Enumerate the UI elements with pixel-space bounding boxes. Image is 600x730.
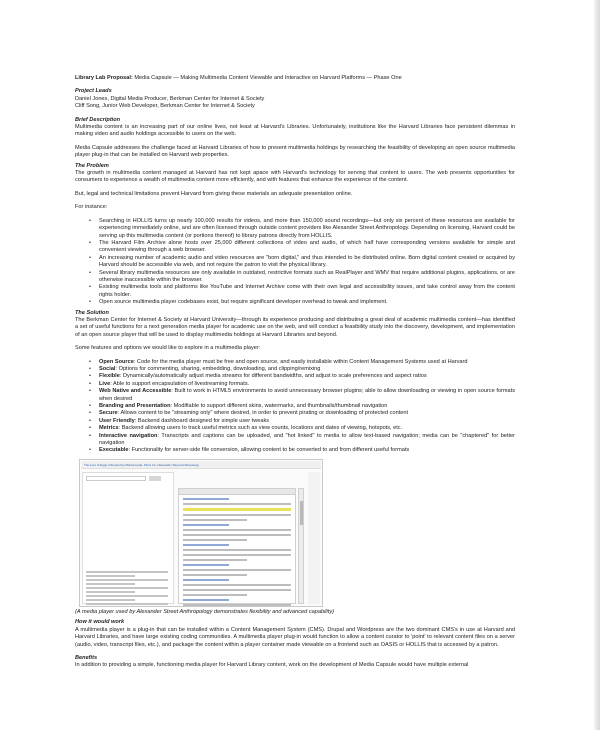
feature-name: Open Source [99, 358, 134, 365]
screenshot-scrollbar [298, 488, 304, 604]
feature-text: : Dynamically/automatically adjust media streams for different bandwidths, and adjust to scale preferences and aspect ratios [119, 373, 427, 380]
problem-bullet-list [89, 218, 515, 307]
list-item: • Several library multimedia resources are only available in outdated, restrictive formats such as RealPlayer and WMV that require additional plugins, applications, or are otherwise inaccessible within the browser. [89, 270, 515, 285]
list-item [89, 388, 515, 403]
section-title-project-leads: Project Leads [75, 88, 112, 95]
title-text: Media Capsule — Making Multimedia Content Viewable and Interactive on Harvard Platforms — Phase One [134, 75, 402, 81]
list-item [89, 410, 515, 417]
how-paragraph: A multimedia player is a plug-in that can be installed within a Content Management System (CMS). Drupal and Wordpress are the two dominant CMS's in use at Harvard and Harvard Libraries, and have large existing coding communities. A multimedia player plug-in would function to allow a content curator to 'point' to relevant content files on a server (audio, video, transcript files, etc.), and package the content within a player container made viewable on a frontend such as OASIS or HOLLIS that is accessed by a patron. [75, 626, 515, 648]
list-item [89, 403, 515, 410]
section-title-brief: Brief Description [75, 116, 121, 123]
problem-paragraph: The growth in multimedia content managed at Harvard has not kept apace with Harvard's technology for serving that content to users. The web presents opportunities for consumers to experience a wealth of multimedia content more efficiently, and with features that enhance the experience of the content. [75, 170, 515, 184]
feature-text: : Transcripts and captions can be uploaded, and "hot linked" to media to allow text-based navigation; media can be "chaptered" for better navigation [99, 432, 515, 447]
screenshot-address-bar: The Lure of Eggs | Directed by Marcia Hyde, Films Inc | Alexander Street Anthropology [81, 461, 321, 469]
brief-paragraph: Multimedia content is an increasing part of our online lives, not least at Harvard's Libraries. Unfortunately, institutions like the Harvard Libraries face persistent dilemmas in making video and audio holdings accessible to users on the web. [75, 124, 515, 138]
list-item: • Existing multimedia tools and platforms like YouTube and Internet Archive come with their own legal and accessibility issues, and take control away from the content rights holder. [89, 284, 515, 299]
page-edge-shadow [594, 0, 600, 730]
feature-name: Social [99, 366, 116, 372]
list-item [89, 381, 515, 388]
document-title [75, 75, 515, 82]
list-item: • The Harvard Film Archive alone hosts over 25,000 different collections of video and audio, of which half have corresponding versions available for simple and convenient viewing through a web browser. [89, 240, 515, 255]
feature-name: Metrics [99, 425, 119, 432]
brief-paragraph: Media Capsule addresses the challenge faced at Harvard Libraries of how to present multimedia holdings by researching the feasibility of developing an open source multimedia player plug-in that can be installed on Harvard web properties. [75, 144, 515, 159]
figure-caption: (A media player used by Alexander Street Anthropology demonstrates flexibility and advanced capability) [75, 608, 335, 615]
problem-paragraph: But, legal and technical limitations prevent Harvard from giving these materials an adequate presentation online. [75, 190, 353, 197]
title-label: Library Lab Proposal: [75, 75, 133, 81]
list-item: • Open source multimedia player codebases exist, but require significant developer overhead to tweak and implement. [89, 299, 515, 306]
solution-intro: Some features and options we would like to explore in a multimedia player: [75, 345, 261, 352]
feature-text: : Built to work in HTML5 environments to avoid unnecessary browser plugins; able to allow downloading or viewing in open source formats when desired [99, 388, 515, 402]
feature-text: : Backend allowing users to track useful metrics such as view counts, locations and dates of viewing, hotspots, etc. [118, 425, 403, 432]
screenshot-search-button [149, 476, 161, 481]
benefits-paragraph: In addition to providing a simple, functioning media player for Harvard Library content, work on the development of Media Capsule would have multiple external [75, 662, 469, 669]
list-item [89, 447, 515, 454]
feature-text: : Modifiable to support different skins, watermarks, and thumbnails/thumbnail navigation [170, 403, 388, 410]
screenshot-right-margin [308, 472, 320, 604]
list-item [89, 373, 515, 380]
project-lead-line: Cliff Song, Junior Web Developer, Berkman Center for Internet & Society [75, 103, 255, 110]
list-item [89, 359, 515, 366]
list-item: • An increasing number of academic audio and video resources are "born digital," and thus intended to be distributed online. Born digital content created or acquired by Harvard should be accessible via web, and not require the patron to visit the physical library. [89, 255, 515, 270]
feature-text: : Functionality for server-side file conversion, allowing content to be converted to and from different useful formats [128, 447, 410, 454]
feature-name: User Friendly [99, 417, 135, 424]
feature-name: Secure [99, 410, 118, 417]
list-item [89, 366, 515, 373]
feature-name: Interactive navigation [99, 432, 158, 439]
list-item [89, 433, 515, 448]
section-title-benefits: Benefits [75, 654, 98, 661]
feature-text: : Able to support encapsulation of livestreaming formats. [110, 380, 250, 387]
problem-intro: For instance: [75, 204, 108, 211]
feature-text: : Options for commenting, sharing, embedding, downloading, and clipping/remixing [115, 366, 321, 372]
feature-name: Web Native and Accessible [99, 388, 172, 395]
feature-name: Flexible [99, 373, 120, 380]
feature-name: Executable [99, 447, 129, 454]
solution-paragraph: The Berkman Center for Internet & Society at Harvard University—through its experience producing and distributing a great deal of academic multimedia content—has identified a set of useful functions for a next generation media player for academic use on the web, and will conduct a feasibility study into the discovery, development, and implementation of an open source player that will be used to display multimedia holdings at Harvard Libraries and beyond. [75, 316, 515, 338]
section-title-problem: The Problem [75, 162, 109, 169]
feature-name: Live [99, 380, 111, 387]
section-title-how: How it would work [75, 619, 125, 626]
feature-text: : Backend dashboard designed for simple user tweaks [134, 417, 270, 424]
screenshot-search-box [86, 476, 146, 481]
document-body [75, 75, 515, 670]
feature-text: : Allows content to be "streaming only" where desired, in order to prevent pirating or downloading of protected content [117, 410, 409, 417]
feature-bullet-list [89, 359, 515, 455]
list-item [89, 425, 515, 432]
feature-name: Branding and Presentation [99, 403, 171, 410]
media-player-screenshot [79, 459, 323, 607]
list-item: • Searching in HOLLIS turns up nearly 100,000 results for videos, and more than 150,000 sound recordings—but only six percent of these resources are available for experiencing immediately online, and are often licensed through outside content providers like Alexander Street Anthropology. Depending on licensing, Harvard could be serving up this multimedia content (or portions thereof) to library patrons directly from HOLLIS. [89, 218, 515, 240]
screenshot-transcript-panel [178, 488, 296, 604]
feature-text: : Code for the media player must be free and open source, and easily installable within Content Management Systems used at Harvard [133, 358, 468, 365]
section-title-solution: The Solution [75, 309, 109, 316]
list-item [89, 418, 515, 425]
screenshot-sidebar [82, 472, 174, 604]
screenshot-sidebar-text [86, 571, 168, 607]
project-lead-line: Daniel Jones, Digital Media Producer, Berkman Center for Internet & Society [75, 95, 265, 102]
